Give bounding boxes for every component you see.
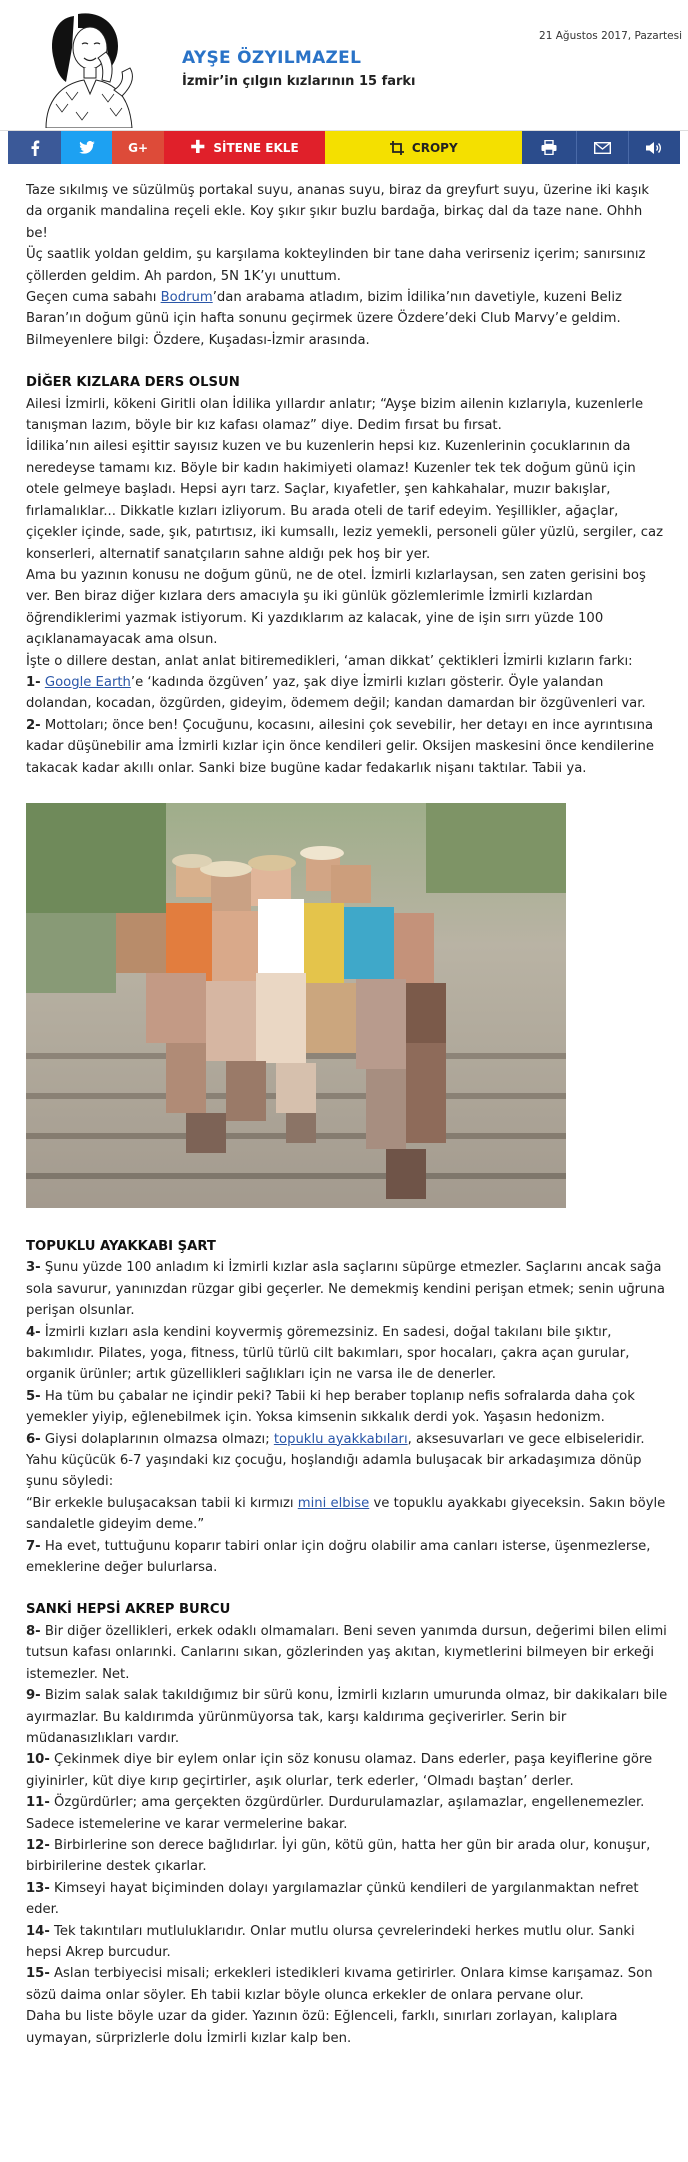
list-item: 10- Çekinmek diye bir eylem onlar için söz konusu olamaz. Dans ederler, paşa keyiflerine göre giyinirler, küt diye kırıp geçirtirler, aşık olurlar, terk ederler, ‘Olmadı baştan’ derler. (26, 1752, 653, 1789)
listen-button[interactable] (628, 131, 680, 164)
crop-icon (390, 141, 404, 155)
twitter-share-button[interactable] (61, 131, 112, 164)
cropy-button[interactable] (325, 131, 522, 164)
cropy-label: CROPY (411, 140, 458, 155)
author-name[interactable]: AYŞE ÖZYILMAZEL (182, 48, 362, 68)
section-heading: SANKİ HEPSİ AKREP BURCU (26, 1602, 231, 1618)
share-bar (8, 131, 680, 164)
list-item: 11- Özgürdürler; ama gerçekten özgürdürler. Durdurulamazlar, aşılamazlar, engellenemezler. Sadece istemelerine ve karar vermelerine bakar. (26, 1795, 645, 1832)
body-paragraph: Ailesi İzmirli, kökeni Giritli olan İdilika yıllardır anlatır; “Ayşe bizim ailenin kızlarıyla, kuzenlerle tanışman lazım, böyle bir kız kafası olamaz” diye. Dedim fırsat bu fırsat. (26, 396, 644, 434)
facebook-share-button[interactable] (8, 131, 61, 164)
article-body (0, 180, 688, 2049)
list-item: 15- Aslan terbiyecisi misali; erkekleri istedikleri kıvama getirirler. Onlara kimse karışamaz. Son sözü daima onlar söyler. Eh tabii kızlar böyle olunca erkekler de onlara pervane olur. (26, 1966, 653, 2003)
add-to-site-button[interactable] (164, 131, 326, 164)
list-item: 5- Ha tüm bu çabalar ne içindir peki? Tabii ki hep beraber toplanıp nefis sofralarda daha çok yemekler yiyip, eğlenebilmek için. Yoksa kimsenin sıkkalık derdi yok. Yaşasın hedonizm. (26, 1388, 635, 1426)
add-to-site-label: SİTENE EKLE (213, 140, 299, 155)
publish-date: 21 Ağustos 2017, Pazartesi (539, 30, 682, 42)
list-item: 14- Tek takıntıları mutluluklarıdır. Onlar mutlu olursa çevrelerindeki herkes mutlu olur. Sanki hepsi Akrep burcudur. (26, 1923, 635, 1960)
group-photo (26, 803, 566, 1208)
bodrum-link[interactable]: Bodrum (160, 290, 213, 306)
body-paragraph: Ama bu yazının konusu ne doğum günü, ne de otel. İzmirli kızlarlaysan, sen zaten gerisini boş ver. Ben biraz diğer kızlara ders amacıyla şu iki günlük gözlemlerimle İzmirli kızlardan öğrendiklerimi yazmak istiyorum. Ki yazdıklarım az kalacak, yine de işin sırrı yüzde 100 açıklanamayacak ama olsun. (26, 567, 646, 648)
body-paragraph: İdilika’nın ailesi eşittir sayısız kuzen ve bu kuzenlerin hepsi kız. Kuzenlerinin çocuklarının da neredeyse tamamı kız. Böyle bir kadın hakimiyeti olamaz! Kuzenler tek tek doğum günü için otele gelmeye başladı. Hepsi ayrı tarz. Saçlar, kıyafetler, şen kahkahalar, muzır bakışlar, fırlamalıklar... Dikkatle kızları izliyorum. Bu arada oteli de tarif edeyim. Yeşillikler, ağaçlar, çiçekler içinde, sade, şık, patırtısız, iki kumsallı, leziz yemekli, personeli güler yüzlü, sergiler, caz konserleri, alternatif sanatçıların sahne aldığı pek hoş bir yer. (26, 439, 663, 562)
intro-paragraph: Geçen cuma sabahı Bodrum’dan arabama atladım, bizim İdilika’nın davetiyle, kuzeni Beliz Baran’ın doğum günü için hafta sonunu geçirmek üzere Özdere’deki Club Marvy’e geldim. Bilmeyenlere bilgi: Özdere, Kuşadası-İzmir arasında. (26, 290, 622, 348)
list-item: 6- Giysi dolaplarının olmazsa olmazı; topuklu ayakkabıları, aksesuvarları ve gece elbiseleridir. (26, 1431, 645, 1447)
list-item: 2- Mottoları; önce ben! Çocuğunu, kocasını, ailesini çok sevebilir, her detayı en ince ayrıntısına kadar düşünebilir ama İzmirli kızlar için önce kendileri gelir. Oksijen maskesini önce kendilerine takacak kadar akıllı onlar. Sanki bize bugüne kadar fedakarlık nişanı taktılar. Tabii ya. (26, 717, 654, 776)
quote-paragraph: “Bir erkekle buluşacaksan tabii ki kırmızı mini elbise ve topuklu ayakkabı giyeceksin. Sakın böyle sandaletle gideyim deme.” (26, 1495, 666, 1533)
intro-paragraph: Taze sıkılmış ve süzülmüş portakal suyu, ananas suyu, biraz da greyfurt suyu, üzerine iki kaşık da organik mandalina reçeli ekle. Koy şıkır şıkır buzlu bardağa, birkaç dal da taze nane. Ohhh be! (26, 183, 650, 241)
list-item: 8- Bir diğer özellikleri, erkek odaklı olmamaları. Beni seven yanımda dursun, değerimi bilen elimi tutsun kafası onlarınki. Canlarını sıkan, gözlerinden yaş akıtan, kıymetlerini bilmeyen bir erkeği istemezler. Net. (26, 1623, 667, 1682)
list-item: 9- Bizim salak salak takıldığımız bir sürü konu, İzmirli kızların umurunda olmaz, bir dakikaları bile ayırmazlar. Bu kaldırımda yürünmüyorsa tak, karşı kaldırıma geçiverirler. Serin bir müdanasızlıkları vardır. (26, 1688, 668, 1746)
topuklu-ayakkabi-link[interactable]: topuklu ayakkabıları (273, 1431, 408, 1447)
list-item: 4- İzmirli kızları asla kendini koyvermiş göremezsiniz. En sadesi, doğal takılanı bile şıktır, bakımlıdır. Pilates, yoga, fitness, türlü türlü cilt bakımları, spor hocaları, çakra açan gurular, organik ürünler; artık güzellikleri sağlıkları için ne varsa ile de denerler. (26, 1324, 630, 1383)
list-item: 7- Ha evet, tuttuğunu koparır tabiri onlar için doğru olabilir ama canları isterse, üşenmezlerse, emeklerine değer bulurlarsa. (26, 1538, 651, 1576)
mini-elbise-link[interactable]: mini elbise (297, 1495, 370, 1511)
envelope-icon (594, 142, 611, 154)
list-item: 3- Şunu yüzde 100 anladım ki İzmirli kızlar asla saçlarını süpürge etmezler. Saçlarını ancak sağa sola savurur, yanınızdan rüzgar gibi geçerler. Ne demekmiş kendini perişan etmek; senin uğruna perişan olsunlar. (26, 1260, 665, 1319)
google-earth-link[interactable]: Google Earth (44, 674, 131, 690)
body-paragraph: İşte o dillere destan, anlat anlat bitiremedikleri, ‘aman dikkat’ çektikleri İzmirli kızların farkı: (26, 653, 633, 669)
body-paragraph: Yahu küçücük 6-7 yaşındaki kız çocuğu, hoşlandığı adamla buluşacak bir arkadaşımıza dönüp şunu söyledi: (26, 1453, 642, 1490)
google-plus-share-button[interactable] (112, 131, 163, 164)
list-item: 1- Google Earth’e ‘kadında özgüven’ yaz, şak diye İzmirli kızları gösterir. Öyle yalandan dolandan, kocadan, özgürden, gideyim, ödemem değil; kandan damardan bir özgüvenleri var. (26, 674, 646, 712)
google-plus-icon: G+ (128, 140, 148, 155)
author-portrait (26, 8, 156, 128)
section-heading: DİĞER KIZLARA DERS OLSUN (26, 375, 240, 391)
closing-paragraph: Daha bu liste böyle uzar da gider. Yazının özü: Eğlenceli, farklı, sınırları zorlayan, kalıplara uymayan, sürprizlerle dolu İzmirli kızlar kalp ben. (26, 2009, 618, 2046)
article-header (0, 0, 688, 131)
plus-icon: ✚ (190, 136, 206, 158)
list-item: 13- Kimseyi hayat biçiminden dolayı yargılamazlar çünkü kendileri de yargılanmaktan nefret eder. (26, 1880, 639, 1918)
list-item: 12- Birbirlerine son derece bağlıdırlar. İyi gün, kötü gün, hatta her gün bir arada olur, konuşur, birbirilerine destek çıkarlar. (26, 1837, 651, 1875)
twitter-icon (79, 141, 95, 154)
email-button[interactable] (576, 131, 628, 164)
section-heading: TOPUKLU AYAKKABI ŞART (26, 1238, 216, 1254)
print-icon (541, 140, 557, 155)
article-title: İzmir’in çılgın kızlarının 15 farkı (182, 74, 416, 89)
intro-paragraph: Üç saatlik yoldan geldim, şu karşılama kokteylinden bir tane daha verirseniz içerim; sanırsınız çöllerden geldim. Ah pardon, 5N 1K’yı unuttum. (26, 247, 646, 284)
facebook-icon (30, 140, 40, 156)
print-button[interactable] (522, 131, 575, 164)
speaker-icon (646, 141, 663, 155)
